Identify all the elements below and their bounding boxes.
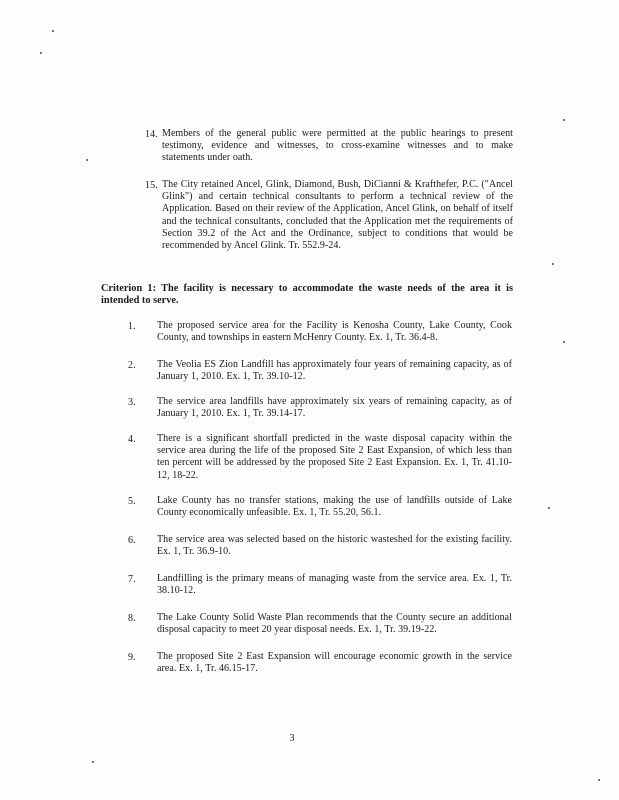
scan-speck xyxy=(548,507,550,509)
finding-number: 1. xyxy=(128,321,136,332)
criterion-text: The facility is necessary to accommodate the waste needs of the area it is intended to serve. xyxy=(101,283,513,307)
page-number: 3 xyxy=(289,733,295,744)
finding-paragraph: The service area was selected based on the historic wasteshed for the existing facility. Ex. 1, Tr. 36.9-10. xyxy=(157,534,512,558)
scan-speck xyxy=(552,263,554,265)
scan-speck xyxy=(598,779,600,781)
fact-paragraph: The City retained Ancel, Glink, Diamond, Bush, DiCianni & Krafthefer, P.C. ("Ancel Glink") and certain technical consultants to perform a technical review of the Application. Based on their review of the Application, Ancel Glink, on behalf of itself and the technical consultants, concluded that the Application met the requirements of Section 39.2 of the Act and the Ordinance, subject to conditions that would be recommended by Ancel Glink. Tr. 552.9-24. xyxy=(162,179,513,252)
finding-number: 6. xyxy=(128,535,136,546)
fact-paragraph: Members of the general public were permitted at the public hearings to present testimony, evidence and witnesses, to cross-examine witnesses and to make statements under oath. xyxy=(162,128,513,164)
finding-paragraph: The Lake County Solid Waste Plan recommends that the County secure an additional disposal capacity to meet 20 year disposal needs. Ex. 1, Tr. 39.19-22. xyxy=(157,612,512,636)
finding-paragraph: There is a significant shortfall predicted in the waste disposal capacity within the service area during the life of the proposed Site 2 East Expansion, of which less than ten percent will be addressed by the proposed Site 2 East Expansion. Ex. 1, Tr. 41.10-12, 18-22. xyxy=(157,433,512,481)
fact-number: 14. xyxy=(145,129,158,140)
finding-paragraph: The service area landfills have approximately six years of remaining capacity, as of January 1, 2010. Ex. 1, Tr. 39.14-17. xyxy=(157,396,512,420)
criterion-heading xyxy=(101,283,513,307)
scan-speck xyxy=(563,119,565,121)
finding-number: 5. xyxy=(128,496,136,507)
scan-speck xyxy=(563,341,565,343)
fact-number: 15. xyxy=(145,180,158,191)
finding-paragraph: The proposed Site 2 East Expansion will encourage economic growth in the service area. Ex. 1, Tr. 46.15-17. xyxy=(157,651,512,675)
scan-speck xyxy=(92,761,94,763)
scan-speck xyxy=(86,159,88,161)
finding-number: 8. xyxy=(128,613,136,624)
finding-number: 9. xyxy=(128,652,136,663)
scan-speck xyxy=(40,52,42,54)
scan-speck xyxy=(52,30,54,32)
finding-paragraph: The proposed service area for the Facility is Kenosha County, Lake County, Cook County, and townships in eastern McHenry County. Ex. 1, Tr. 36.4-8. xyxy=(157,320,512,344)
finding-paragraph: Lake County has no transfer stations, making the use of landfills outside of Lake County economically unfeasible. Ex. 1, Tr. 55.20, 56.1. xyxy=(157,495,512,519)
finding-paragraph: Landfilling is the primary means of managing waste from the service area. Ex. 1, Tr. 38.10-12. xyxy=(157,573,512,597)
finding-paragraph: The Veolia ES Zion Landfill has approximately four years of remaining capacity, as of January 1, 2010. Ex. 1, Tr. 39.10-12. xyxy=(157,359,512,383)
finding-number: 7. xyxy=(128,574,136,585)
finding-number: 4. xyxy=(128,434,136,445)
finding-number: 3. xyxy=(128,397,136,408)
criterion-label: Criterion 1: xyxy=(101,283,157,294)
finding-number: 2. xyxy=(128,360,136,371)
